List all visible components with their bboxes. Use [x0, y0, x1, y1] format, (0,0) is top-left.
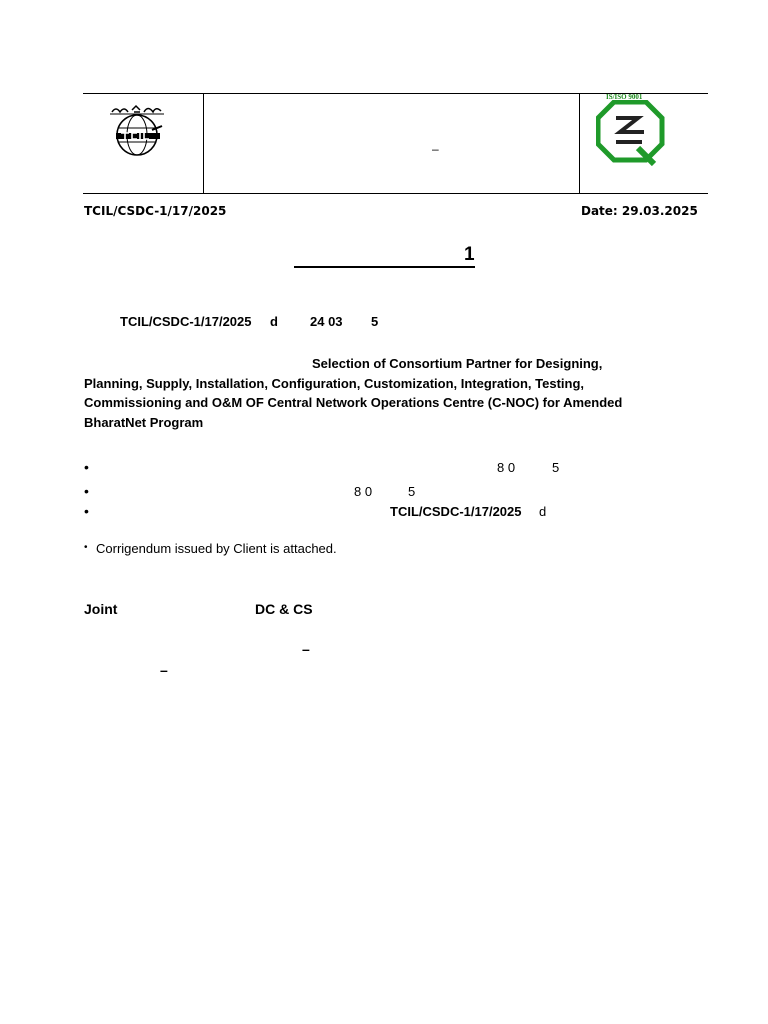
bullet-icon: • — [84, 503, 89, 519]
bullet-3-part2: d — [539, 504, 547, 519]
bullet-2-part1: 8 0 — [354, 484, 373, 499]
iso-label: IS/ISO 9001 — [606, 93, 643, 101]
title-underline — [294, 266, 475, 268]
bullet-icon: • — [84, 483, 89, 499]
bullet-icon: • — [84, 459, 89, 475]
bullet-1-part2: 5 — [552, 460, 560, 475]
reference-date: Date: 29.03.2025 — [581, 204, 698, 218]
subject-ref-day-month: 24 03 — [310, 314, 343, 329]
bullet-3-part1: TCIL/CSDC-1/17/2025 — [390, 504, 522, 519]
note-text: Corrigendum issued by Client is attached. — [96, 541, 337, 556]
header-divider-right — [579, 93, 580, 194]
bullet-2-part2: 5 — [408, 484, 416, 499]
body-line-2: Planning, Supply, Installation, Configuration, Customization, Integration, Testing, — [84, 376, 585, 391]
body-line-3: Commissioning and O&M OF Central Network Operations Centre (C-NOC) for Amended — [84, 395, 623, 410]
body-line-4: BharatNet Program — [84, 415, 204, 430]
tcil-logo — [104, 100, 170, 158]
header-bottom-border — [83, 193, 708, 194]
header-center-text: – — [432, 142, 439, 156]
bullet-1-part1: 8 0 — [497, 460, 516, 475]
body-lead: Selection of Consortium Partner for Designing, — [312, 356, 603, 371]
iso-logo — [596, 100, 666, 166]
signature-title-right: DC & CS — [255, 601, 313, 617]
subject-ref-year: 5 — [371, 314, 379, 329]
signature-dash-1: – — [302, 641, 310, 657]
signature-dash-2: – — [160, 662, 168, 678]
header-divider-left — [203, 93, 204, 194]
reference-number: TCIL/CSDC-1/17/2025 — [84, 204, 227, 218]
signature-title-left: Joint — [84, 601, 118, 617]
subject-ref-number: TCIL/CSDC-1/17/2025 — [120, 314, 252, 329]
subject-ref-d: d — [270, 314, 278, 329]
title-number: 1 — [464, 244, 475, 265]
note-bullet: • — [84, 542, 88, 553]
